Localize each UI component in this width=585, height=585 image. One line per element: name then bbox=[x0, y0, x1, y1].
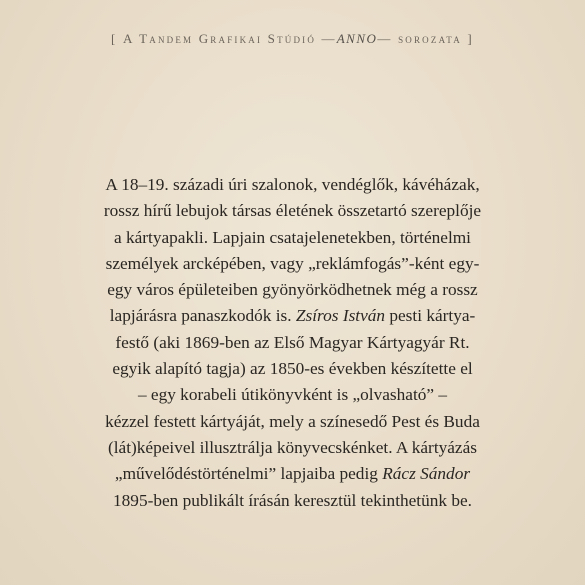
blurb-line bbox=[40, 330, 545, 356]
series-name: A Tandem Grafikai Stúdió bbox=[123, 31, 317, 46]
blurb-segment: pesti kártya- bbox=[385, 306, 476, 326]
blurb-segment: „művelődéstörténelmi” lapjaiba pedig bbox=[114, 464, 383, 484]
dash-right: — bbox=[377, 31, 393, 46]
blurb-segment: egyik alapító tagja) az 1850-es években készítette el bbox=[112, 359, 473, 379]
blurb-line bbox=[40, 461, 545, 487]
blurb-segment: festő (aki 1869-ben az Első Magyar Kártyagyár Rt. bbox=[115, 332, 470, 352]
series-anno: ANNO bbox=[336, 31, 378, 46]
blurb-segment: kézzel festett kártyáját, mely a színesedő Pest és Buda bbox=[105, 411, 480, 431]
blurb-line bbox=[40, 303, 545, 329]
series-header bbox=[0, 31, 585, 47]
blurb-line bbox=[40, 356, 545, 382]
blurb-line bbox=[40, 435, 545, 461]
blurb-segment: rossz hírű lebujok társas életének összetartó szereplője bbox=[103, 201, 482, 221]
blurb-segment: (lát)képeivel illusztrálja könyvecskénket. A kártyázás bbox=[107, 437, 477, 457]
blurb-line bbox=[40, 382, 545, 408]
blurb-line bbox=[40, 251, 545, 277]
blurb-segment: személyek arcképében, vagy „reklámfogás”-ként egy- bbox=[105, 253, 480, 273]
blurb-line bbox=[40, 488, 545, 514]
person-name: Rácz Sándor bbox=[382, 464, 471, 484]
blurb-line bbox=[40, 277, 545, 303]
blurb-segment: 1895-ben publikált írásán keresztül tekinthetünk be. bbox=[113, 490, 472, 510]
blurb-line bbox=[40, 172, 545, 198]
blurb-segment: a kártyapakli. Lapjain csatajelenetekben, történelmi bbox=[114, 227, 471, 247]
blurb-segment: – egy korabeli útikönyvként is „olvasható” – bbox=[137, 385, 448, 405]
blurb-line bbox=[40, 409, 545, 435]
dash-left: — bbox=[321, 31, 337, 46]
series-suffix: sorozata bbox=[398, 31, 462, 46]
bracket-close: ] bbox=[467, 31, 474, 46]
bracket-open: [ bbox=[111, 31, 118, 46]
blurb-line bbox=[40, 225, 545, 251]
person-name: Zsíros István bbox=[295, 306, 386, 326]
blurb-segment: A 18–19. századi úri szalonok, vendéglők, kávéházak, bbox=[105, 175, 480, 194]
blurb-segment: egy város épületeiben gyönyörködhetnek még a rossz bbox=[107, 280, 478, 300]
blurb-segment: lapjárásra panaszkodók is. bbox=[109, 306, 296, 326]
blurb-line bbox=[40, 198, 545, 224]
blurb-text bbox=[40, 172, 545, 514]
